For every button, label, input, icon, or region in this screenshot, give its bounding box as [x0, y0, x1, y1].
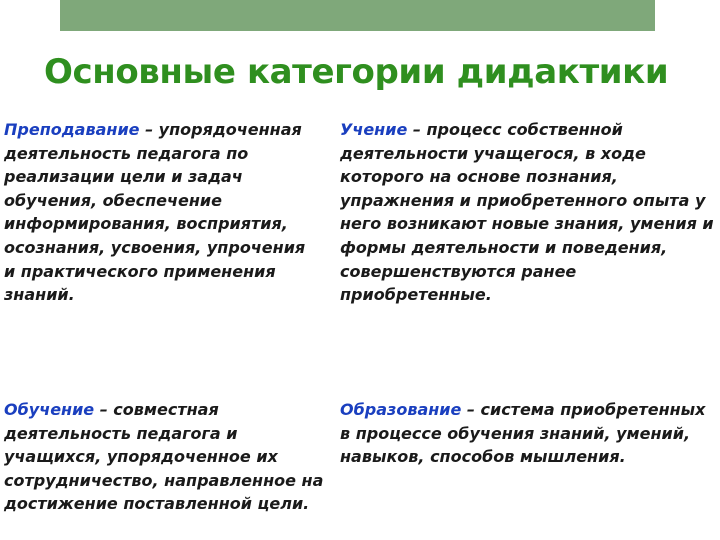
definition-block-education — [340, 398, 716, 469]
definition-term: Образование — [340, 400, 462, 419]
definition-block-teaching — [4, 118, 320, 307]
definition-text: – упорядоченная деятельность педагога по реализации цели и задач обучения, обеспечение информирования, восприятия, осознания, усвоения, упрочения и практического применения знаний. — [4, 120, 306, 305]
top-decor-bar — [60, 0, 655, 31]
definition-text: – совместная деятельность педагога и учащихся, упорядоченное их сотрудничество, направленное на достижение поставленной цели. — [4, 400, 324, 514]
definition-block-instruction — [4, 398, 330, 516]
slide-title: Основные категории дидактики — [44, 52, 669, 92]
definition-term: Учение — [340, 120, 408, 139]
definition-text: – процесс собственной деятельности учащегося, в ходе которого на основе познания, упражнения и приобретенного опыта у него возникают новые знания, умения и формы деятельности и поведения, совершенствуются ранее приобретенные. — [340, 120, 714, 305]
definition-term: Обучение — [4, 400, 95, 419]
definition-block-learning — [340, 118, 716, 307]
definition-text: – система приобретенных в процессе обучения знаний, умений, навыков, способов мышления. — [340, 400, 706, 467]
definition-term: Преподавание — [4, 120, 140, 139]
